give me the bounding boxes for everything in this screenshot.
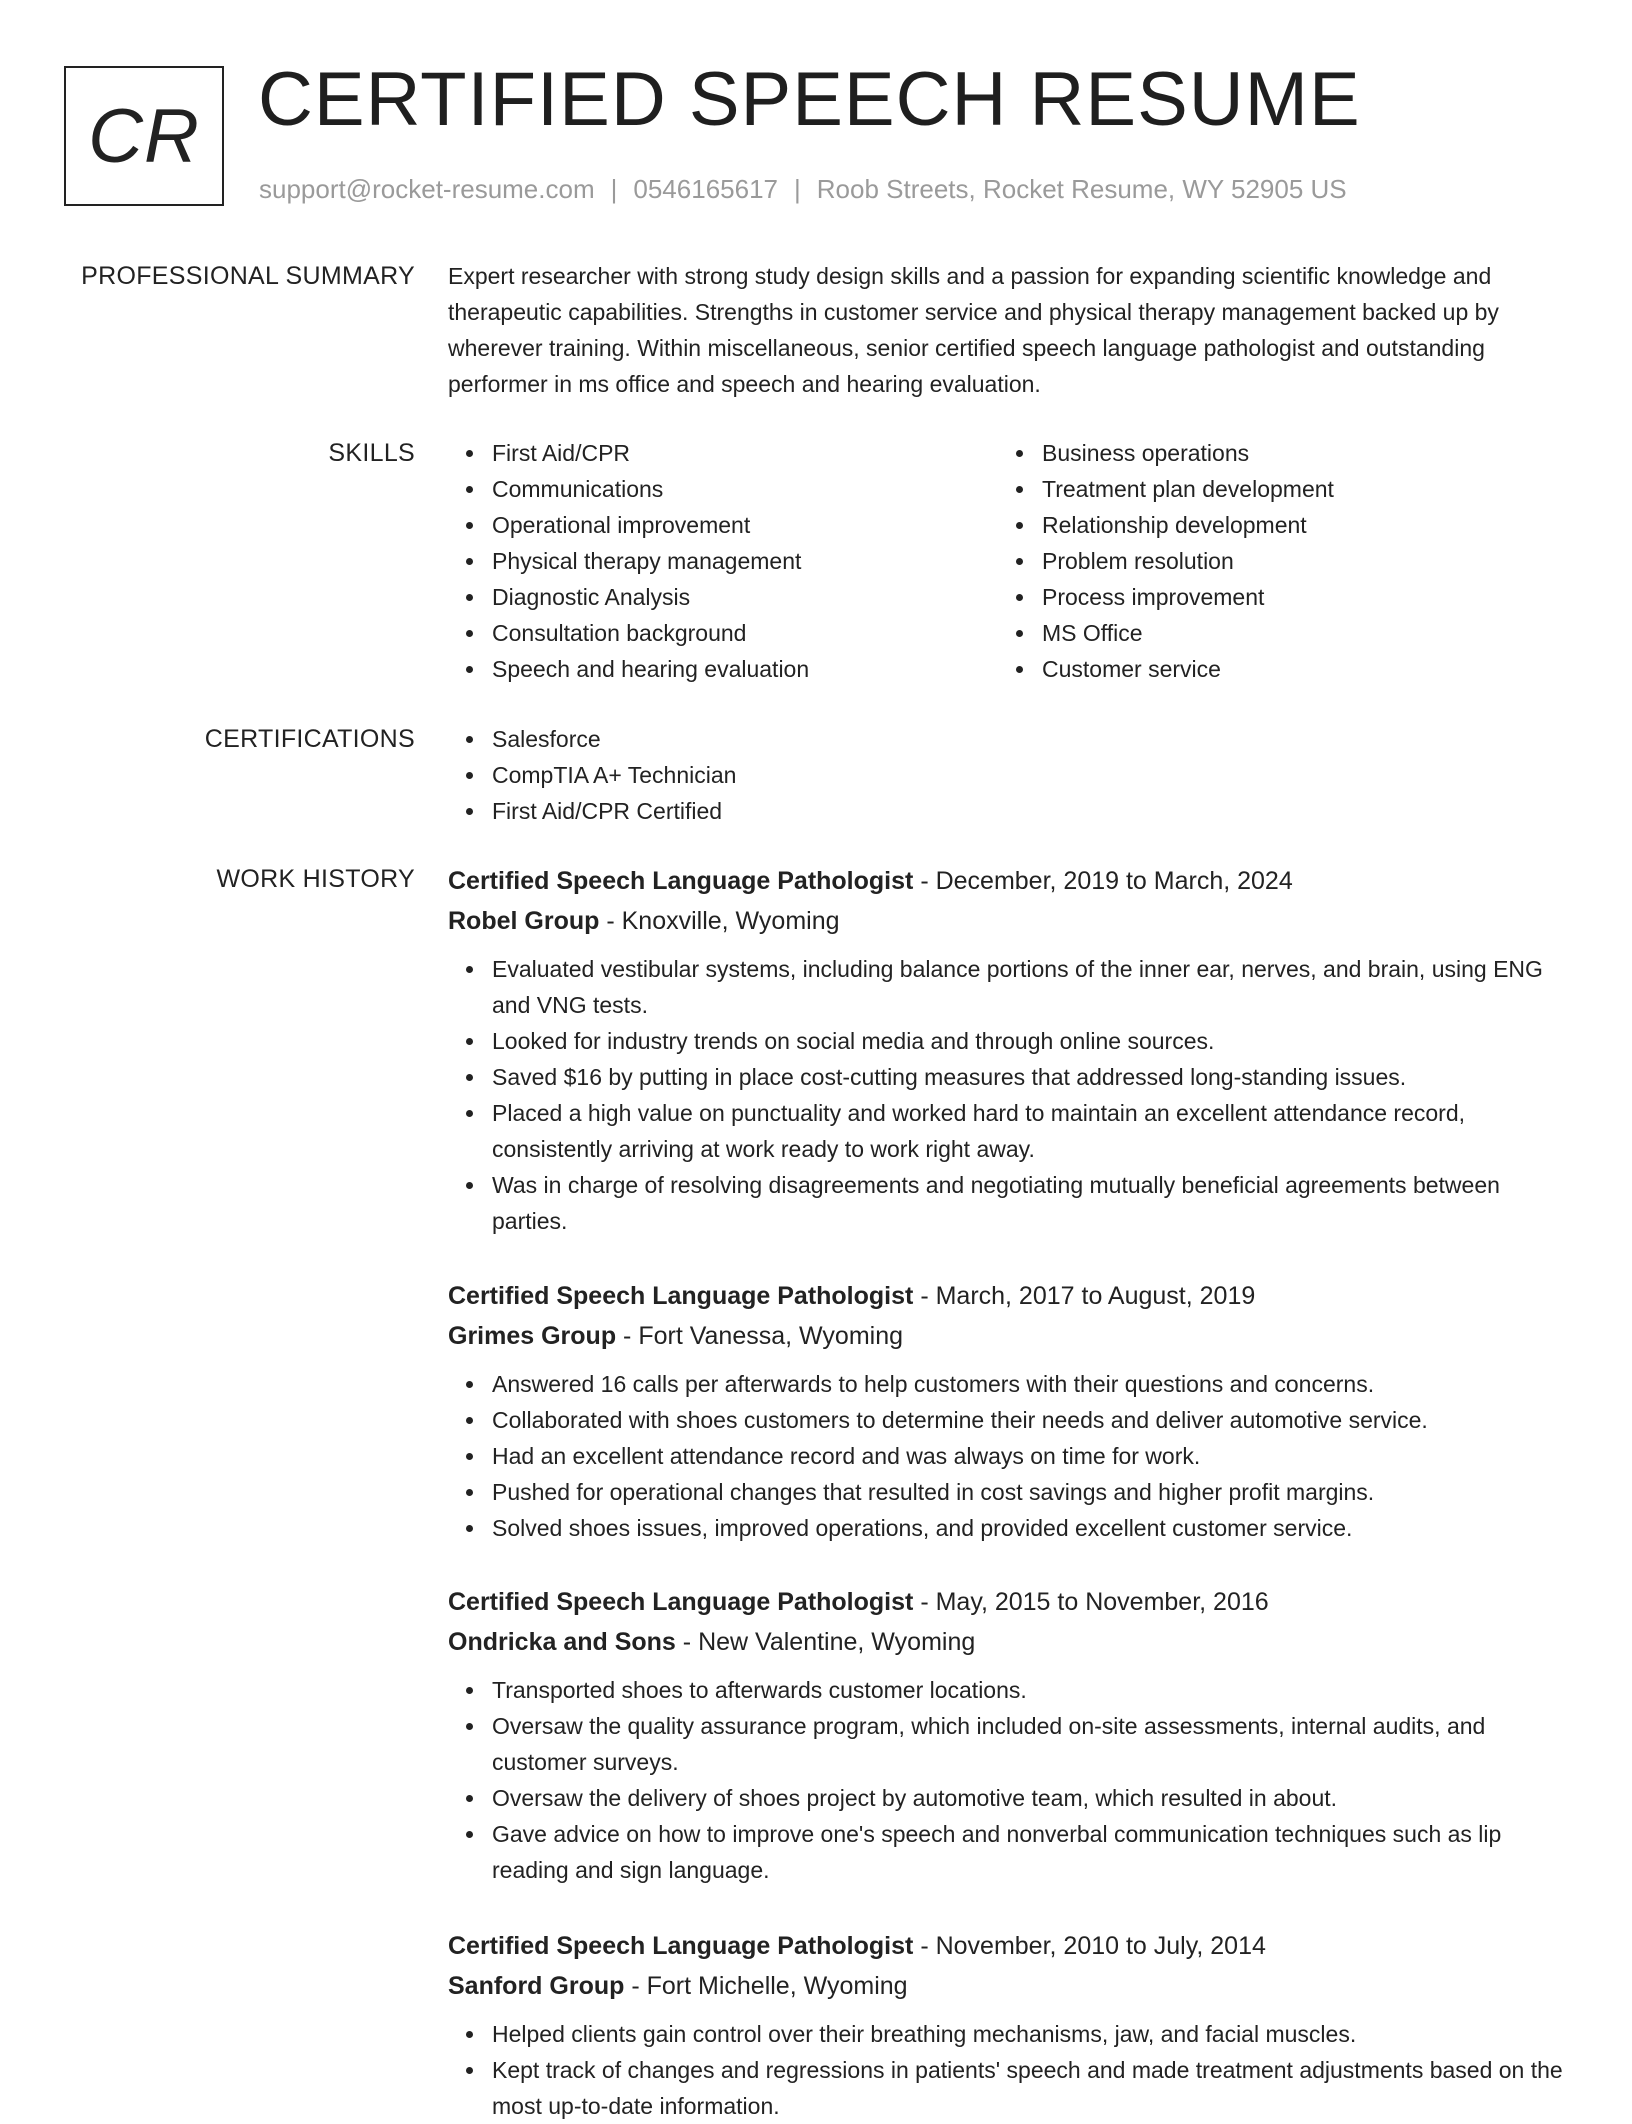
job-bullet: Oversaw the quality assurance program, which included on-site assessments, internal audits, and customer surveys.: [448, 1708, 1568, 1780]
resume-title: CERTIFIED SPEECH RESUME: [258, 57, 1361, 142]
job-company-line: [448, 1622, 1568, 1662]
skill-item: Relationship development: [998, 507, 1548, 543]
job-title-line: [448, 1276, 1568, 1316]
certifications-label: CERTIFICATIONS: [204, 725, 415, 753]
job-location: - New Valentine, Wyoming: [682, 1628, 976, 1656]
job-dates: - March, 2017 to August, 2019: [920, 1282, 1256, 1310]
skill-item: Business operations: [998, 435, 1548, 471]
skill-item: Problem resolution: [998, 543, 1548, 579]
job-bullet: Oversaw the delivery of shoes project by automotive team, which resulted in about.: [448, 1780, 1568, 1816]
job-company: Sanford Group: [448, 1972, 625, 2000]
certification-item: CompTIA A+ Technician: [448, 757, 1568, 793]
job-company-line: [448, 1966, 1568, 2006]
summary-label: PROFESSIONAL SUMMARY: [81, 262, 415, 290]
job-bullet: Helped clients gain control over their breathing mechanisms, jaw, and facial muscles.: [448, 2016, 1568, 2052]
skill-item: Communications: [448, 471, 998, 507]
job-bullet: Had an excellent attendance record and was always on time for work.: [448, 1438, 1568, 1474]
job-bullet: Answered 16 calls per afterwards to help customers with their questions and concerns.: [448, 1366, 1568, 1402]
work-history-label: WORK HISTORY: [216, 865, 415, 893]
job-company-line: [448, 901, 1568, 941]
job-title: Certified Speech Language Pathologist: [448, 1282, 914, 1310]
job-bullets: [448, 1672, 1568, 1888]
job-bullet: Looked for industry trends on social media and through online sources.: [448, 1023, 1568, 1059]
job-title-line: [448, 861, 1568, 901]
skill-item: Process improvement: [998, 579, 1548, 615]
job-title-line: [448, 1582, 1568, 1622]
job-dates: - December, 2019 to March, 2024: [920, 867, 1293, 895]
skills-list-right: [998, 435, 1548, 687]
skill-item: Physical therapy management: [448, 543, 998, 579]
certifications-list: [448, 721, 1568, 829]
certification-item: First Aid/CPR Certified: [448, 793, 1568, 829]
job-bullet: Placed a high value on punctuality and worked hard to maintain an excellent attendance record, consistently arriving at work ready to work right away.: [448, 1095, 1568, 1167]
job-company: Grimes Group: [448, 1322, 617, 1350]
skill-item: Speech and hearing evaluation: [448, 651, 998, 687]
job-bullet: Collaborated with shoes customers to determine their needs and deliver automotive service.: [448, 1402, 1568, 1438]
skill-item: Treatment plan development: [998, 471, 1548, 507]
job-title: Certified Speech Language Pathologist: [448, 1588, 914, 1616]
job-bullet: Kept track of changes and regressions in patients' speech and made treatment adjustments based on the most up-to-date information.: [448, 2052, 1568, 2124]
job-company: Robel Group: [448, 907, 600, 935]
job-bullet: Saved $16 by putting in place cost-cutting measures that addressed long-standing issues.: [448, 1059, 1568, 1095]
job-bullet: Pushed for operational changes that resulted in cost savings and higher profit margins.: [448, 1474, 1568, 1510]
skill-item: Diagnostic Analysis: [448, 579, 998, 615]
certification-item: Salesforce: [448, 721, 1568, 757]
job-location: - Knoxville, Wyoming: [606, 907, 840, 935]
job-title: Certified Speech Language Pathologist: [448, 867, 914, 895]
skills-list-left: [448, 435, 998, 687]
job-dates: - November, 2010 to July, 2014: [920, 1932, 1266, 1960]
contact-separator: |: [610, 174, 618, 204]
contact-separator: |: [794, 174, 801, 204]
skill-item: MS Office: [998, 615, 1548, 651]
skill-item: Consultation background: [448, 615, 998, 651]
monogram-logo: CR: [64, 66, 224, 206]
certifications-body: [448, 721, 1568, 829]
job-title: Certified Speech Language Pathologist: [448, 1932, 914, 1960]
job-bullets: [448, 1366, 1568, 1546]
skills-body: [448, 435, 1568, 687]
contact-line: [259, 174, 1347, 205]
job-company: Ondricka and Sons: [448, 1628, 676, 1656]
job-bullets: [448, 2016, 1568, 2124]
skill-item: Customer service: [998, 651, 1548, 687]
job-bullet: Transported shoes to afterwards customer locations.: [448, 1672, 1568, 1708]
summary-body: [448, 258, 1568, 402]
job-location: - Fort Vanessa, Wyoming: [623, 1322, 904, 1350]
job-bullet: Gave advice on how to improve one's speech and nonverbal communication techniques such as lip reading and sign language.: [448, 1816, 1568, 1888]
summary-text: Expert researcher with strong study design skills and a passion for expanding scientific knowledge and therapeutic capabilities. Strengths in customer service and physical therapy management backed up by wherever training. Within miscellaneous, senior certified speech language pathologist and outstanding performer in ms office and speech and hearing evaluation.: [448, 263, 1499, 397]
job-bullet: Was in charge of resolving disagreements and negotiating mutually beneficial agreements between parties.: [448, 1167, 1568, 1239]
skill-item: Operational improvement: [448, 507, 998, 543]
contact-address: Roob Streets, Rocket Resume, WY 52905 US: [816, 174, 1347, 204]
job-bullets: [448, 951, 1568, 1239]
job-bullet: Solved shoes issues, improved operations, and provided excellent customer service.: [448, 1510, 1568, 1546]
contact-email: support@rocket-resume.com: [259, 174, 595, 204]
skill-item: First Aid/CPR: [448, 435, 998, 471]
job-title-line: [448, 1926, 1568, 1966]
job-location: - Fort Michelle, Wyoming: [631, 1972, 908, 2000]
job-dates: - May, 2015 to November, 2016: [920, 1588, 1269, 1616]
job-company-line: [448, 1316, 1568, 1356]
contact-phone: 0546165617: [633, 174, 778, 204]
skills-label: SKILLS: [328, 439, 415, 467]
job-bullet: Evaluated vestibular systems, including balance portions of the inner ear, nerves, and brain, using ENG and VNG tests.: [448, 951, 1568, 1023]
